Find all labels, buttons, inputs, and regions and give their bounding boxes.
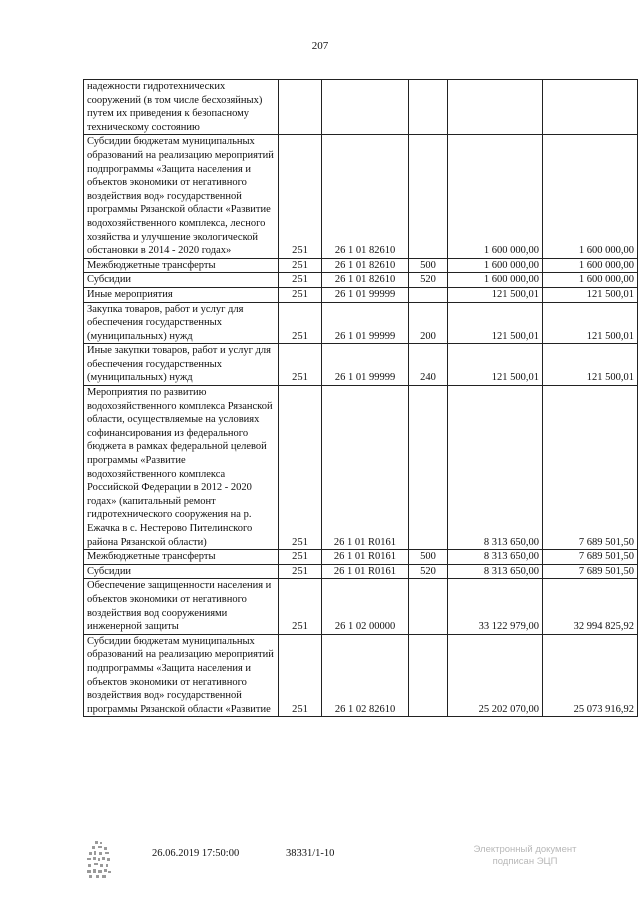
table-row bbox=[84, 634, 638, 717]
row-ved: 251 bbox=[279, 579, 322, 634]
row-plan: 33 122 979,00 bbox=[448, 579, 543, 634]
row-vr: 200 bbox=[409, 302, 448, 344]
row-ved: 251 bbox=[279, 386, 322, 550]
row-exec: 1 600 000,00 bbox=[543, 258, 638, 273]
table-row bbox=[84, 302, 638, 344]
table-row bbox=[84, 135, 638, 258]
row-name: Иные закупки товаров, работ и услуг для обеспечения государственных (муниципальных) нужд bbox=[84, 344, 279, 386]
row-name: Межбюджетные трансферты bbox=[84, 550, 279, 565]
row-csr: 26 1 01 99999 bbox=[322, 302, 409, 344]
row-exec: 121 500,01 bbox=[543, 344, 638, 386]
row-exec: 25 073 916,92 bbox=[543, 634, 638, 717]
row-vr bbox=[409, 634, 448, 717]
row-csr: 26 1 02 82610 bbox=[322, 634, 409, 717]
table-row bbox=[84, 564, 638, 579]
row-name: Субсидии бюджетам муниципальных образований на реализацию мероприятий подпрограммы «Защита населения и объектов экономики от негативного воздействия вод» государственной программы Рязанской области «Развитие водохозяйственного комплекса, лесного хозяйства и улучшение экологической обстановки в 2014 - 2020 годах» bbox=[84, 135, 279, 258]
row-csr: 26 1 01 99999 bbox=[322, 344, 409, 386]
footer-datetime: 26.06.2019 17:50:00 bbox=[152, 848, 240, 859]
row-exec: 121 500,01 bbox=[543, 302, 638, 344]
row-csr: 26 1 01 R0161 bbox=[322, 564, 409, 579]
row-plan: 1 600 000,00 bbox=[448, 135, 543, 258]
row-vr bbox=[409, 579, 448, 634]
e-signature-line2: подписан ЭЦП bbox=[492, 856, 558, 867]
row-ved: 251 bbox=[279, 135, 322, 258]
table-row bbox=[84, 579, 638, 634]
row-csr: 26 1 01 99999 bbox=[322, 287, 409, 302]
row-csr: 26 1 01 82610 bbox=[322, 273, 409, 288]
table-row bbox=[84, 386, 638, 550]
row-vr: 520 bbox=[409, 564, 448, 579]
table-row bbox=[84, 287, 638, 302]
table-row bbox=[84, 80, 638, 135]
row-csr: 26 1 02 00000 bbox=[322, 579, 409, 634]
table-row bbox=[84, 344, 638, 386]
row-vr bbox=[409, 386, 448, 550]
row-vr bbox=[409, 80, 448, 135]
row-name: Субсидии bbox=[84, 564, 279, 579]
row-vr: 520 bbox=[409, 273, 448, 288]
row-plan: 1 600 000,00 bbox=[448, 258, 543, 273]
e-signature-mark bbox=[450, 844, 600, 868]
page-number: 207 bbox=[311, 40, 329, 52]
row-ved: 251 bbox=[279, 550, 322, 565]
row-vr: 500 bbox=[409, 550, 448, 565]
row-plan: 1 600 000,00 bbox=[448, 273, 543, 288]
row-exec: 7 689 501,50 bbox=[543, 386, 638, 550]
row-ved bbox=[279, 80, 322, 135]
budget-table bbox=[83, 79, 638, 717]
row-ved: 251 bbox=[279, 634, 322, 717]
row-plan bbox=[448, 80, 543, 135]
row-plan: 121 500,01 bbox=[448, 302, 543, 344]
row-csr: 26 1 01 82610 bbox=[322, 135, 409, 258]
row-plan: 121 500,01 bbox=[448, 287, 543, 302]
row-plan: 25 202 070,00 bbox=[448, 634, 543, 717]
row-exec: 7 689 501,50 bbox=[543, 550, 638, 565]
row-name: Иные мероприятия bbox=[84, 287, 279, 302]
row-name: надежности гидротехнических сооружений (в том числе бесхозяйных) путем их приведения к безопасному техническому состоянию bbox=[84, 80, 279, 135]
row-name: Закупка товаров, работ и услуг для обеспечения государственных (муниципальных) нужд bbox=[84, 302, 279, 344]
row-csr: 26 1 01 82610 bbox=[322, 258, 409, 273]
row-ved: 251 bbox=[279, 302, 322, 344]
row-vr: 500 bbox=[409, 258, 448, 273]
row-plan: 8 313 650,00 bbox=[448, 550, 543, 565]
row-ved: 251 bbox=[279, 258, 322, 273]
row-ved: 251 bbox=[279, 344, 322, 386]
row-vr bbox=[409, 287, 448, 302]
row-exec: 7 689 501,50 bbox=[543, 564, 638, 579]
row-exec: 1 600 000,00 bbox=[543, 135, 638, 258]
row-vr bbox=[409, 135, 448, 258]
row-name: Мероприятия по развитию водохозяйственного комплекса Рязанской области, осуществляемые на условиях софинансирования из федерального бюджета в рамках федеральной целевой программы «Развитие водохозяйственного комплекса Российской Федерации в 2012 - 2020 годах» (капитальный ремонт гидротехнического сооружения на р. Ежачка в с. Нестерово Пителинского района Рязанской области) bbox=[84, 386, 279, 550]
row-plan: 8 313 650,00 bbox=[448, 564, 543, 579]
row-exec bbox=[543, 80, 638, 135]
row-csr bbox=[322, 80, 409, 135]
row-name: Субсидии бюджетам муниципальных образований на реализацию мероприятий подпрограммы «Защита населения и объектов экономики от негативного воздействия вод» государственной программы Рязанской области «Развитие bbox=[84, 634, 279, 717]
row-exec: 121 500,01 bbox=[543, 287, 638, 302]
row-exec: 32 994 825,92 bbox=[543, 579, 638, 634]
row-ved: 251 bbox=[279, 273, 322, 288]
row-plan: 121 500,01 bbox=[448, 344, 543, 386]
row-name: Обеспечение защищенности населения и объектов экономики от негативного воздействия вод сооружениями инженерной защиты bbox=[84, 579, 279, 634]
row-plan: 8 313 650,00 bbox=[448, 386, 543, 550]
row-csr: 26 1 01 R0161 bbox=[322, 550, 409, 565]
qr-stamp-icon bbox=[86, 840, 112, 880]
row-csr: 26 1 01 R0161 bbox=[322, 386, 409, 550]
footer-doc-number: 38331/1-10 bbox=[286, 848, 335, 859]
row-name: Межбюджетные трансферты bbox=[84, 258, 279, 273]
row-ved: 251 bbox=[279, 287, 322, 302]
e-signature-line1: Электронный документ bbox=[473, 844, 577, 855]
table-row bbox=[84, 258, 638, 273]
table-row bbox=[84, 550, 638, 565]
row-exec: 1 600 000,00 bbox=[543, 273, 638, 288]
row-ved: 251 bbox=[279, 564, 322, 579]
row-name: Субсидии bbox=[84, 273, 279, 288]
row-vr: 240 bbox=[409, 344, 448, 386]
table-row bbox=[84, 273, 638, 288]
